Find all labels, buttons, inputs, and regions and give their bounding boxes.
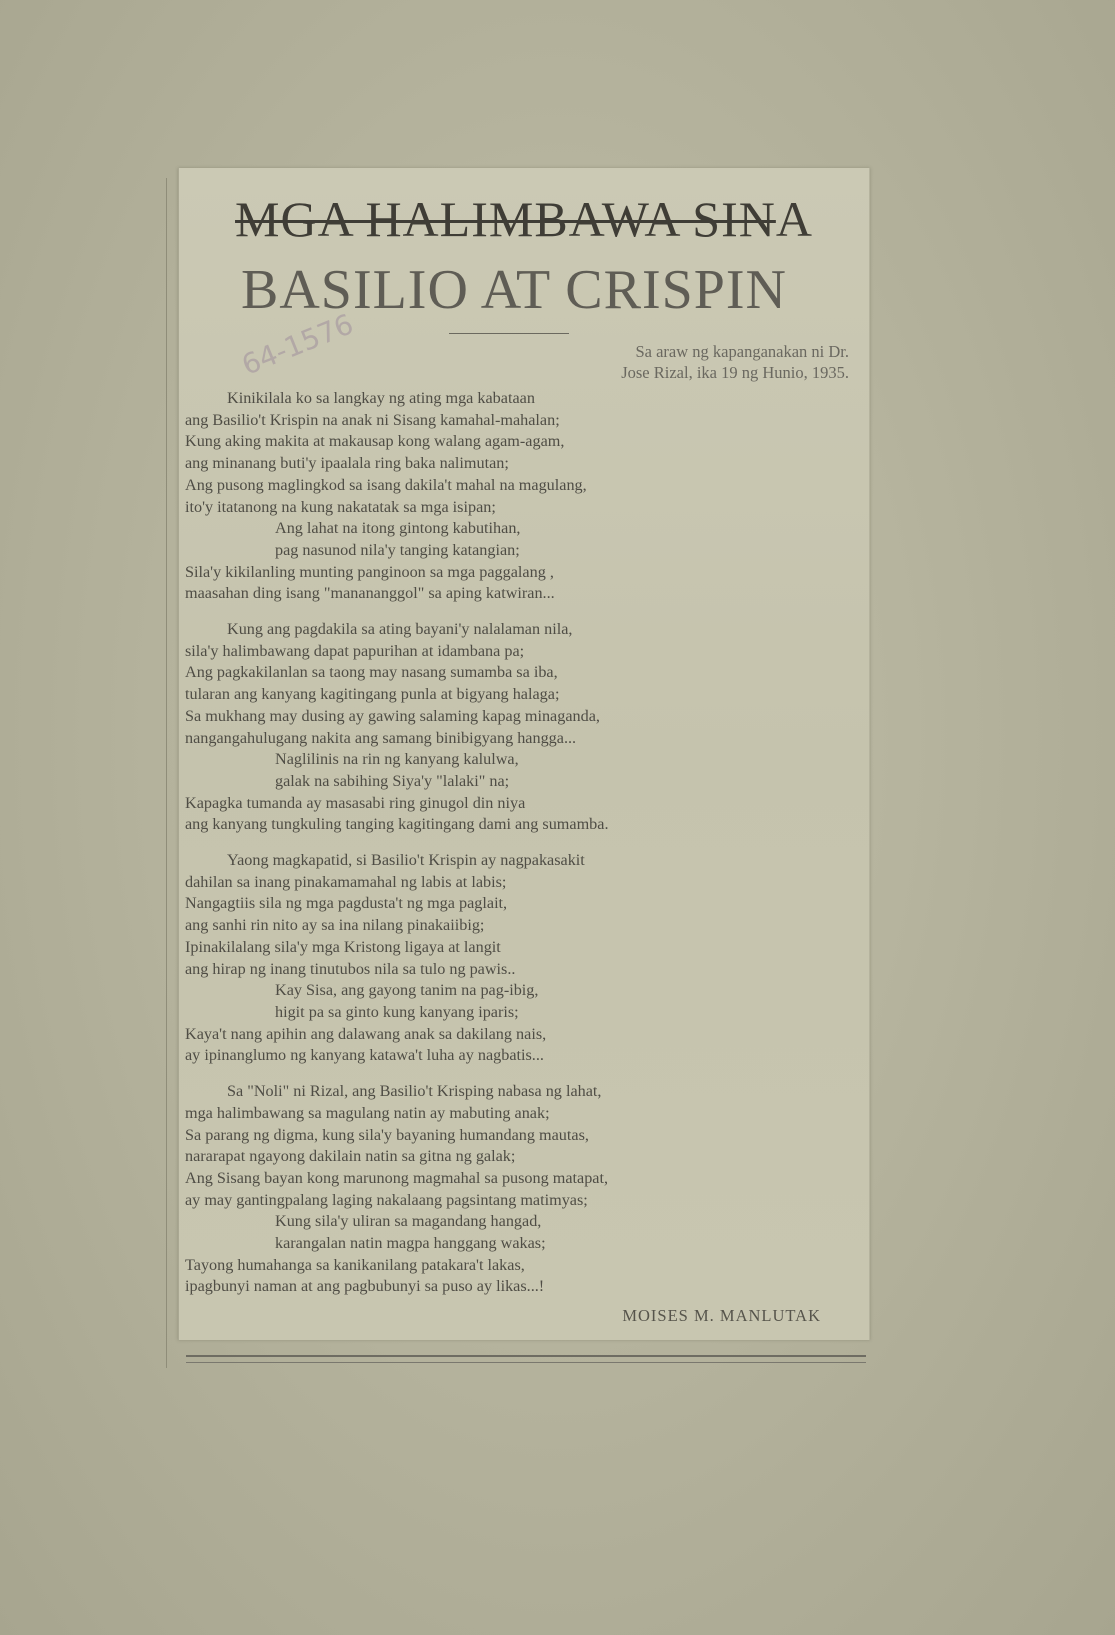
page-margin-line xyxy=(166,178,167,1368)
poem-stanza xyxy=(185,388,855,605)
poem-line: sila'y halimbawang dapat papurihan at idambana pa; xyxy=(185,641,525,660)
poem-line: ipagbunyi naman at ang pagbubunyi sa puso ay likas...! xyxy=(185,1277,545,1296)
poem-line: Tayong humahanga sa kanikanilang patakara't lakas, xyxy=(185,1255,525,1274)
bottom-double-rule xyxy=(186,1355,866,1363)
newspaper-clipping xyxy=(178,168,870,1340)
poem-line: ang sanhi rin nito ay sa ina nilang pinakaiibig; xyxy=(185,916,485,935)
headline: BASILIO AT CRISPIN xyxy=(241,259,787,321)
poem-line: ay may gantingpalang laging nakalaang pagsintang matimyas; xyxy=(185,1190,588,1209)
poem-line: Kung aking makita at makausap kong walang agam-agam, xyxy=(185,432,565,451)
poem-line: dahilan sa inang pinakamamahal ng labis at labis; xyxy=(185,872,507,891)
poem-line: Ang lahat na itong gintong kabutihan, xyxy=(275,519,521,538)
author-byline: MOISES M. MANLUTAK xyxy=(622,1306,821,1325)
poem-line: Naglilinis na rin ng kanyang kalulwa, xyxy=(275,750,519,769)
poem-line: mga halimbawang sa magulang natin ay mabuting anak; xyxy=(185,1103,550,1122)
poem-line: Kapagka tumanda ay masasabi ring ginugol din niya xyxy=(185,793,526,812)
dedication-line: Jose Rizal, ika 19 ng Hunio, 1935. xyxy=(621,363,849,382)
poem-line: ang kanyang tungkuling tanging kagitingang dami ang sumamba. xyxy=(185,815,609,834)
poem-body xyxy=(185,388,855,1312)
poem-line: tularan ang kanyang kagitingang punla at bigyang halaga; xyxy=(185,685,560,704)
headline-divider xyxy=(449,333,569,334)
poem-line: galak na sabihing Siya'y "lalaki" na; xyxy=(275,771,510,790)
struck-headline-tail: A xyxy=(775,191,813,247)
poem-line: Ang pusong maglingkod sa isang dakila't mahal na magulang, xyxy=(185,475,587,494)
poem-line: Kay Sisa, ang gayong tanim na pag-ibig, xyxy=(275,981,539,1000)
poem-line: higit pa sa ginto kung kanyang iparis; xyxy=(275,1002,519,1021)
poem-line: maasahan ding isang "manananggol" sa aping katwiran... xyxy=(185,584,555,603)
poem-line: Ang pagkakilanlan sa taong may nasang sumamba sa iba, xyxy=(185,663,558,682)
poem-line: nararapat ngayong dakilain natin sa gitna ng galak; xyxy=(185,1147,516,1166)
poem-line: karangalan natin magpa hanggang wakas; xyxy=(275,1234,546,1253)
poem-line: Yaong magkapatid, si Basilio't Krispin ay nagpakasakit xyxy=(227,851,585,870)
handwritten-catalog-number: 64-1576 xyxy=(237,307,358,382)
struck-headline-text: MGA HALIMBAWA SIN xyxy=(235,191,776,247)
poem-line: Sa mukhang may dusing ay gawing salaming kapag minaganda, xyxy=(185,706,600,725)
dedication-line: Sa araw ng kapanganakan ni Dr. xyxy=(635,342,849,361)
poem-line: ang hirap ng inang tinutubos nila sa tulo ng pawis.. xyxy=(185,959,516,978)
poem-line: Ang Sisang bayan kong marunong magmahal sa pusong matapat, xyxy=(185,1168,609,1187)
poem-line: pag nasunod nila'y tanging katangian; xyxy=(275,540,520,559)
poem-stanza xyxy=(185,619,855,836)
poem-line: ito'y itatanong na kung nakatatak sa mga isipan; xyxy=(185,497,496,516)
poem-line: Nangagtiis sila ng mga pagdusta't ng mga paglait, xyxy=(185,894,508,913)
poem-line: Kung sila'y uliran sa magandang hangad, xyxy=(275,1212,542,1231)
dedication xyxy=(429,341,849,383)
poem-line: Kaya't nang apihin ang dalawang anak sa dakilang nais, xyxy=(185,1024,547,1043)
struck-headline xyxy=(179,190,869,248)
poem-line: ang minanang buti'y ipaalala ring baka nalimutan; xyxy=(185,454,509,473)
poem-line: Ipinakilalang sila'y mga Kristong ligaya at langit xyxy=(185,937,501,956)
poem-line: ay ipinanglumo ng kanyang katawa't luha ay nagbatis... xyxy=(185,1046,544,1065)
poem-line: Sila'y kikilanling munting panginoon sa mga paggalang , xyxy=(185,562,554,581)
poem-line: nangangahulugang nakita ang samang binibigyang hangga... xyxy=(185,728,577,747)
poem-line: Sa parang ng digma, kung sila'y bayaning humandang mautas, xyxy=(185,1125,589,1144)
poem-line: Kinikilala ko sa langkay ng ating mga kabataan xyxy=(227,389,535,407)
poem-line: Sa "Noli" ni Rizal, ang Basilio't Krisping nabasa ng lahat, xyxy=(227,1082,602,1101)
poem-stanza xyxy=(185,850,855,1067)
poem-line: Kung ang pagdakila sa ating bayani'y nalalaman nila, xyxy=(227,620,573,639)
poem-stanza xyxy=(185,1081,855,1298)
poem-line: ang Basilio't Krispin na anak ni Sisang kamahal-mahalan; xyxy=(185,410,560,429)
